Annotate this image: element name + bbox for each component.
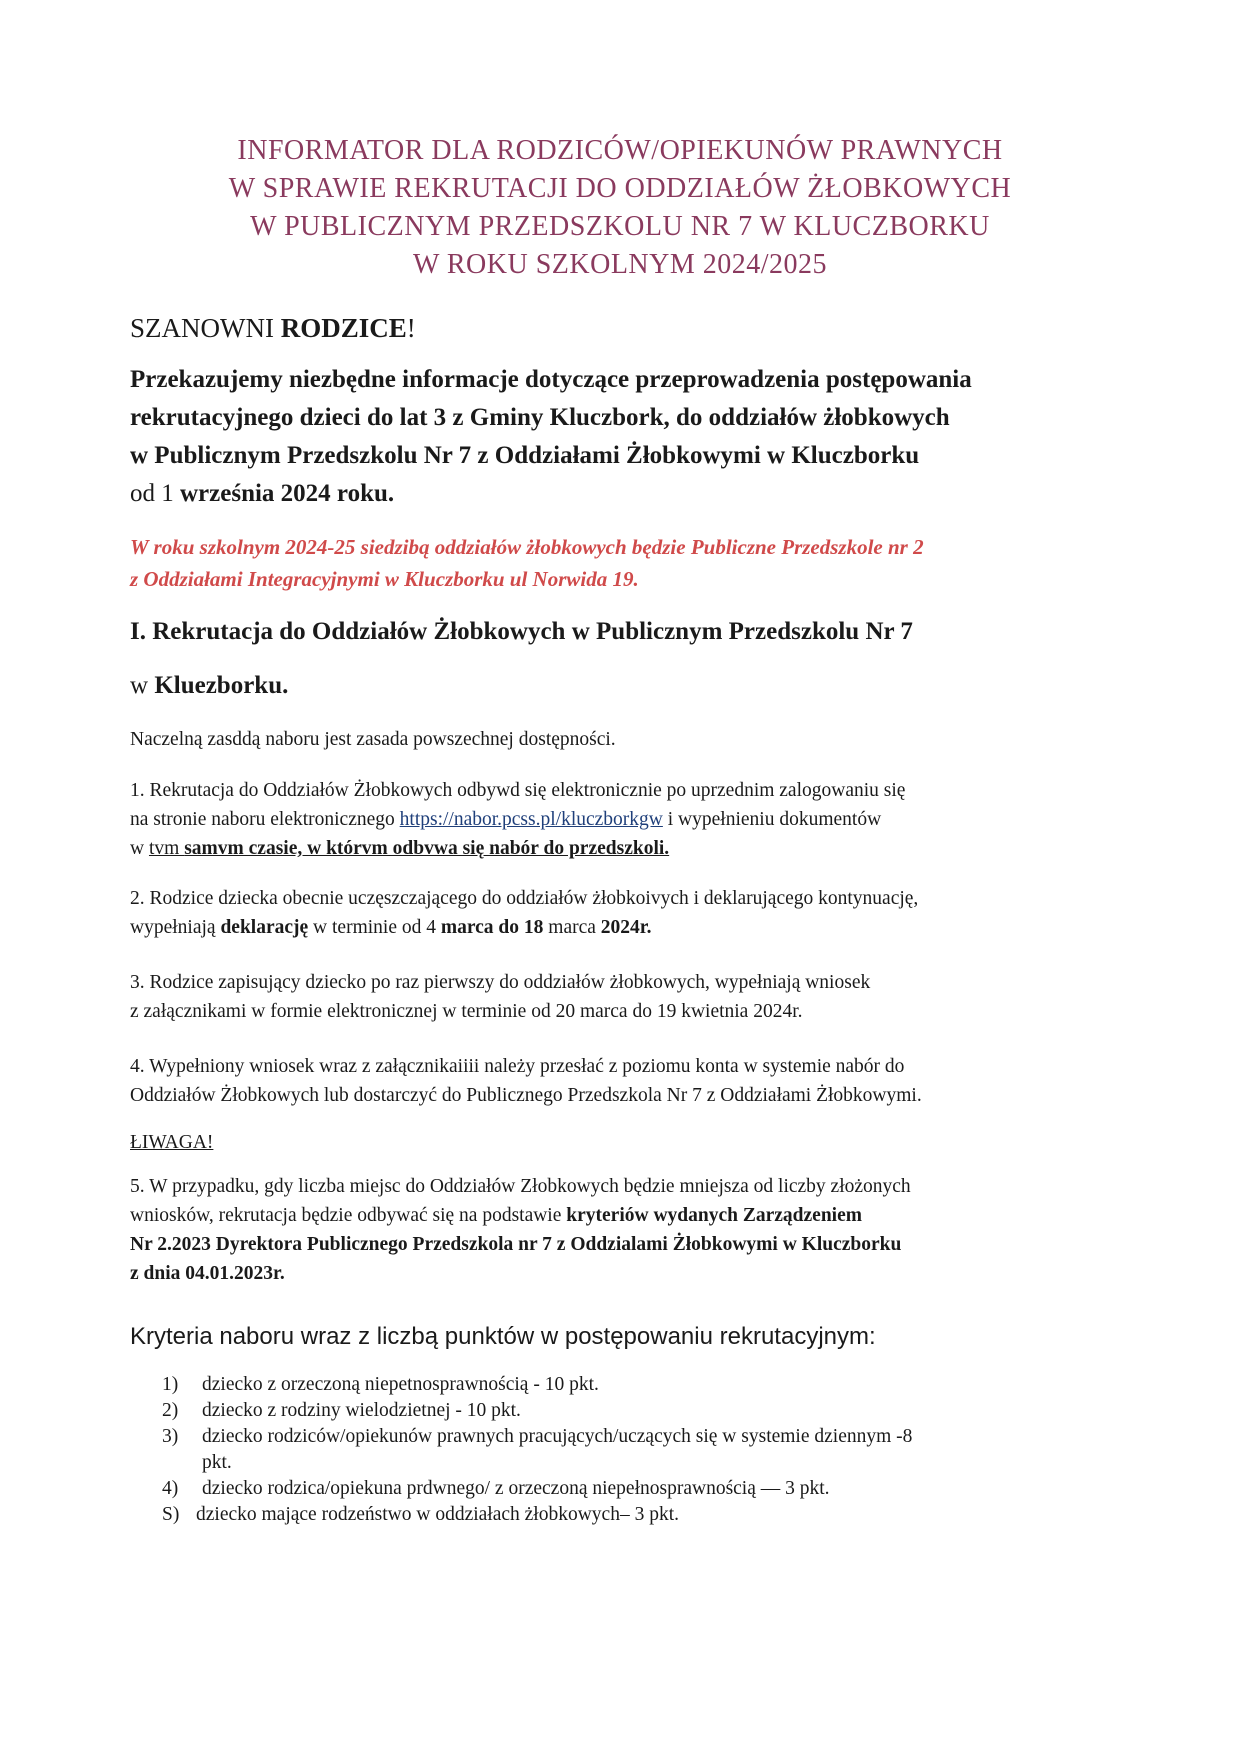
document-title <box>0 132 1240 284</box>
p1-line-3 <box>130 834 1125 863</box>
p2-line-2-d: marca <box>543 917 601 938</box>
criteria-heading: Kryteria naboru wraz z liczbą punktów w postępowaniu rekrutacyjnym: <box>130 1323 876 1350</box>
criteria-item <box>162 1424 912 1450</box>
p1-line-2-a: na stronie naboru elektronicznego <box>130 809 400 830</box>
title-line-1: INFORMATOR DLA RODZICÓW/OPIEKUNÓW PRAWNYCH <box>237 135 1003 166</box>
intro-paragraph <box>130 361 1120 513</box>
criteria-item-cont <box>162 1450 912 1476</box>
criteria-item-text: dziecko rodzica/opiekuna prdwnego/ z orzeczoną niepełnosprawnością — 3 pkt. <box>202 1478 830 1499</box>
p5-line-2 <box>130 1201 1125 1230</box>
p3-line-2: z załącznikami w formie elektronicznej w terminie od 20 marca do 19 kwietnia 2024r. <box>130 1001 803 1022</box>
criteria-item <box>162 1372 912 1398</box>
p1-line-1: 1. Rekrutacja do Oddziałów Żłobkowych odbywd się elektronicznie po uprzednim zalogowaniu się <box>130 780 906 801</box>
intro-line-4-normal: od 1 <box>130 480 180 507</box>
p1-line-3-u: tvm <box>148 838 185 859</box>
warning-label: ŁIWAGA! <box>130 1132 214 1153</box>
criteria-item-num: 4) <box>162 1478 179 1499</box>
intro-line-4 <box>130 475 1120 513</box>
criteria-item <box>162 1398 912 1424</box>
p1-line-3-b: samvm czasie, w którvm odbvwa się nabór do przedszkoli. <box>184 838 670 859</box>
criteria-item-text: dziecko rodziców/opiekunów prawnych pracujących/uczących się w systemie dziennym -8 <box>202 1426 913 1447</box>
p2-line-1: 2. Rodzice dziecka obecnie uczęszczającego do oddziałów żłobkoivych i deklarującego kontynuację, <box>130 888 919 909</box>
title-line-3: W PUBLICZNYM PRZEDSZKOLU NR 7 W KLUCZBORKU <box>250 211 990 242</box>
greeting-prefix: SZANOWNI <box>130 313 281 343</box>
criteria-item-text: dziecko z rodziny wielodzietnej - 10 pkt. <box>202 1400 521 1421</box>
criteria-list <box>162 1372 912 1528</box>
greeting-bold: RODZICE <box>280 313 407 343</box>
criteria-item <box>162 1476 912 1502</box>
section-heading-cont <box>130 668 288 704</box>
criteria-item-num: S) <box>162 1504 180 1525</box>
criteria-item-text: dziecko mające rodzeństwo w oddziałach żłobkowych– 3 pkt. <box>196 1504 679 1525</box>
nabor-link[interactable]: https://nabor.pcss.pl/kluczborkgw <box>399 809 663 830</box>
p2-date-bold: marca do 18 <box>440 917 544 938</box>
p2-line-2-a: wypełniają <box>130 917 221 938</box>
greeting-suffix: ! <box>406 313 416 343</box>
p2-year-bold: 2024r. <box>600 917 652 938</box>
paragraph-4 <box>130 1052 1125 1110</box>
intro-line-1: Przekazujemy niezbędne informacje dotyczące przeprowadzenia postępowania <box>130 366 972 393</box>
p4-line-1: 4. Wypełniony wniosek wraz z załącznikaiiii należy przesłać z poziomu konta w systemie nabór do <box>130 1056 905 1077</box>
p5-line-2-a: wniosków, rekrutacja będzie odbywać się na podstawie <box>130 1205 567 1226</box>
greeting <box>130 310 416 346</box>
p5-line-3: Nr 2.2023 Dyrektora Publicznego Przedszkola nr 7 z Oddzialami Żłobkowymi w Kluczborku <box>130 1234 902 1255</box>
title-line-2: W SPRAWIE REKRUTACJI DO ODDZIAŁÓW ŻŁOBKOWYCH <box>228 173 1012 204</box>
title-line-4: W ROKU SZKOLNYM 2024/2025 <box>412 249 828 280</box>
section-heading-bold: Kluezborku. <box>154 672 289 699</box>
principle-paragraph: Naczelną zasddą naboru jest zasada powszechnej dostępności. <box>130 729 616 750</box>
section-heading: I. Rekrutacja do Oddziałów Żłobkowych w Publicznym Przedszkolu Nr 7 <box>130 618 913 645</box>
p1-line-2-b: i wypełnieniu dokumentów <box>662 809 882 830</box>
criteria-item-num: 1) <box>162 1374 179 1395</box>
p1-line-3-a: w <box>130 838 149 859</box>
notice-line-2: z Oddziałami Integracyjnymi w Kluczborku ul Norwida 19. <box>130 567 639 591</box>
p2-line-2 <box>130 913 1125 942</box>
paragraph-3 <box>130 968 1125 1026</box>
location-notice <box>130 531 924 595</box>
notice-line-1: W roku szkolnym 2024-25 siedzibą oddziałów żłobkowych będzie Publiczne Przedszkole nr 2 <box>130 535 924 559</box>
criteria-item-text-cont: pkt. <box>202 1452 232 1473</box>
intro-line-2: rekrutacyjnego dzieci do lat 3 z Gminy Kluczbork, do oddziałów żłobkowych <box>130 404 950 431</box>
p5-line-1: 5. W przypadku, gdy liczba miejsc do Oddziałów Złobkowych będzie mniejsza od liczby złożonych <box>130 1176 911 1197</box>
criteria-item <box>162 1502 912 1528</box>
p2-declaration: deklarację <box>220 917 309 938</box>
p5-line-2-b: kryteriów wydanych Zarządzeniem <box>566 1205 862 1226</box>
criteria-item-num: 3) <box>162 1426 179 1447</box>
p3-line-1: 3. Rodzice zapisujący dziecko po raz pierwszy do oddziałów żłobkowych, wypełniają wniosek <box>130 972 871 993</box>
paragraph-2 <box>130 884 1125 942</box>
intro-line-4-bold: września 2024 roku. <box>180 480 395 507</box>
paragraph-5 <box>130 1172 1125 1288</box>
p5-line-4: z dnia 04.01.2023r. <box>130 1263 285 1284</box>
intro-line-3: w Publicznym Przedszkolu Nr 7 z Oddziałami Żłobkowymi w Kluczborku <box>130 442 920 469</box>
p2-line-2-c: w terminie od 4 <box>308 917 441 938</box>
criteria-item-text: dziecko z orzeczoną niepetnosprawnością - 10 pkt. <box>202 1374 599 1395</box>
p1-line-2 <box>130 805 1125 834</box>
section-heading-prefix: w <box>130 672 155 699</box>
paragraph-1 <box>130 776 1125 863</box>
criteria-item-num: 2) <box>162 1400 179 1421</box>
p4-line-2: Oddziałów Żłobkowych lub dostarczyć do Publicznego Przedszkola Nr 7 z Oddziałami Żłobkowymi. <box>130 1085 922 1106</box>
